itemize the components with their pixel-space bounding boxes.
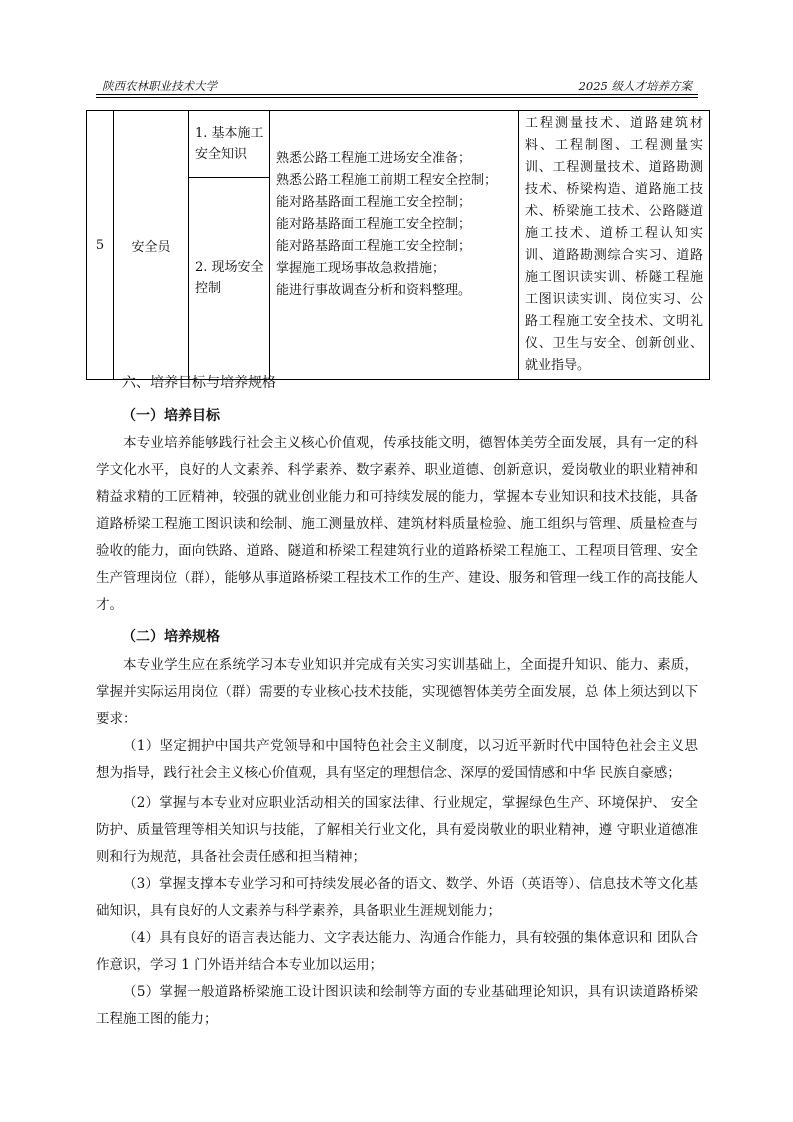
spec-item-2: （2）掌握与本专业对应职业活动相关的国家法律、行业规定，掌握绿色生产、环境保护、 安全防护、质量管理等相关知识与技能，了解相关行业文化，具有爱岗敬业的职业精神，遵 守职业道德准则和行为规范，具备社会责任感和担当精神； — [96, 795, 698, 865]
table-cell-module-1: 1. 基本施工安全知识 — [189, 111, 270, 178]
spec-intro-paragraph: 本专业学生应在系统学习本专业知识并完成有关实习实训基础上，全面提升知识、能力、素质，掌握并实际运用岗位（群）需要的专业核心技术技能，实现德智体美劳全面发展，总 体上须达到以下要求： — [96, 657, 698, 727]
section-title: 六、培养目标与培养规格 — [122, 375, 276, 391]
skill-line: 能对路基路面工程施工安全控制； — [276, 217, 472, 232]
skill-line: 能对路基路面工程施工安全控制； — [276, 195, 472, 210]
spec-item-1: （1）坚定拥护中国共产党领导和中国特色社会主义制度，以习近平新时代中国特色社会主义思想为指导，践行社会主义核心价值观，具有坚定的理想信念、深厚的爱国情感和中华 民族自豪感； — [96, 738, 698, 781]
spec-title: （二）培养规格 — [122, 629, 220, 645]
table-cell-no: 5 — [87, 111, 114, 380]
skill-line: 能对路基路面工程施工安全控制； — [276, 239, 472, 254]
job-skill-table — [86, 110, 710, 380]
skill-line: 掌握施工现场事故急救措施； — [276, 261, 446, 276]
table-cell-courses: 工程测量技术、道路建筑材料、工程制图、工程测量实训、工程测量技术、道路勘测技术、桥梁构造、道路施工技术、桥梁施工技术、公路隧道施工技术、道桥工程认知实训、道路勘测综合实习、道路施工图识读实训、桥隧工程施工图识读实训、岗位实习、公路工程施工安全技术、文明礼仪、卫生与安全、创新创业、就业指导。 — [519, 111, 710, 380]
page-header — [96, 74, 698, 96]
goal-title: （一）培养目标 — [122, 408, 220, 424]
spec-item-5: （5）掌握一般道路桥梁施工设计图识读和绘制等方面的专业基础理论知识，具有识读道路桥梁工程施工图的能力； — [96, 984, 698, 1027]
header-doc-title: 2025 级人才培养方案 — [578, 79, 692, 93]
table-cell-module-2: 2. 现场安全控制 — [189, 177, 270, 379]
goal-paragraph: 本专业培养能够践行社会主义核心价值观，传承技能文明，德智体美劳全面发展，具有一定的科学文化水平，良好的人文素养、科学素养、数字素养、职业道德、创新意识，爱岗敬业的职业精神和精益求精的工匠精神，较强的就业创业能力和可持续发展的能力，掌握本专业知识和技术技能，具备道路桥梁工程施工图识读和绘制、施工测量放样、建筑材料质量检验、施工组织与管理、质量检查与验收的能力，面向铁路、道路、隧道和桥梁工程建筑行业的道路桥梁工程施工、工程项目管理、安全生产管理岗位（群），能够从事道路桥梁工程技术工作的生产、建设、服务和管理一线工作的高技能人才。 — [96, 435, 698, 613]
header-school-name: 陕西农林职业技术大学 — [102, 79, 217, 93]
skill-line: 能进行事故调查分析和资料整理。 — [276, 283, 472, 298]
spec-item-3: （3）掌握支撑本专业学习和可持续发展必备的语文、数学、外语（英语等）、信息技术等文化基础知识，具有良好的人文素养与科学素养，具备职业生涯规划能力； — [96, 876, 698, 919]
skill-line: 熟悉公路工程施工前期工程安全控制； — [276, 173, 498, 188]
spec-item-4: （4）具有良好的语言表达能力、文字表达能力、沟通合作能力，具有较强的集体意识和 团队合作意识，学习 1 门外语并结合本专业加以运用； — [96, 930, 698, 973]
header-rule-thin — [96, 97, 698, 98]
table-cell-skills — [270, 111, 519, 380]
table-cell-role: 安全员 — [114, 111, 189, 380]
skill-line: 熟悉公路工程施工进场安全准备； — [276, 151, 472, 166]
header-rule — [96, 94, 698, 95]
